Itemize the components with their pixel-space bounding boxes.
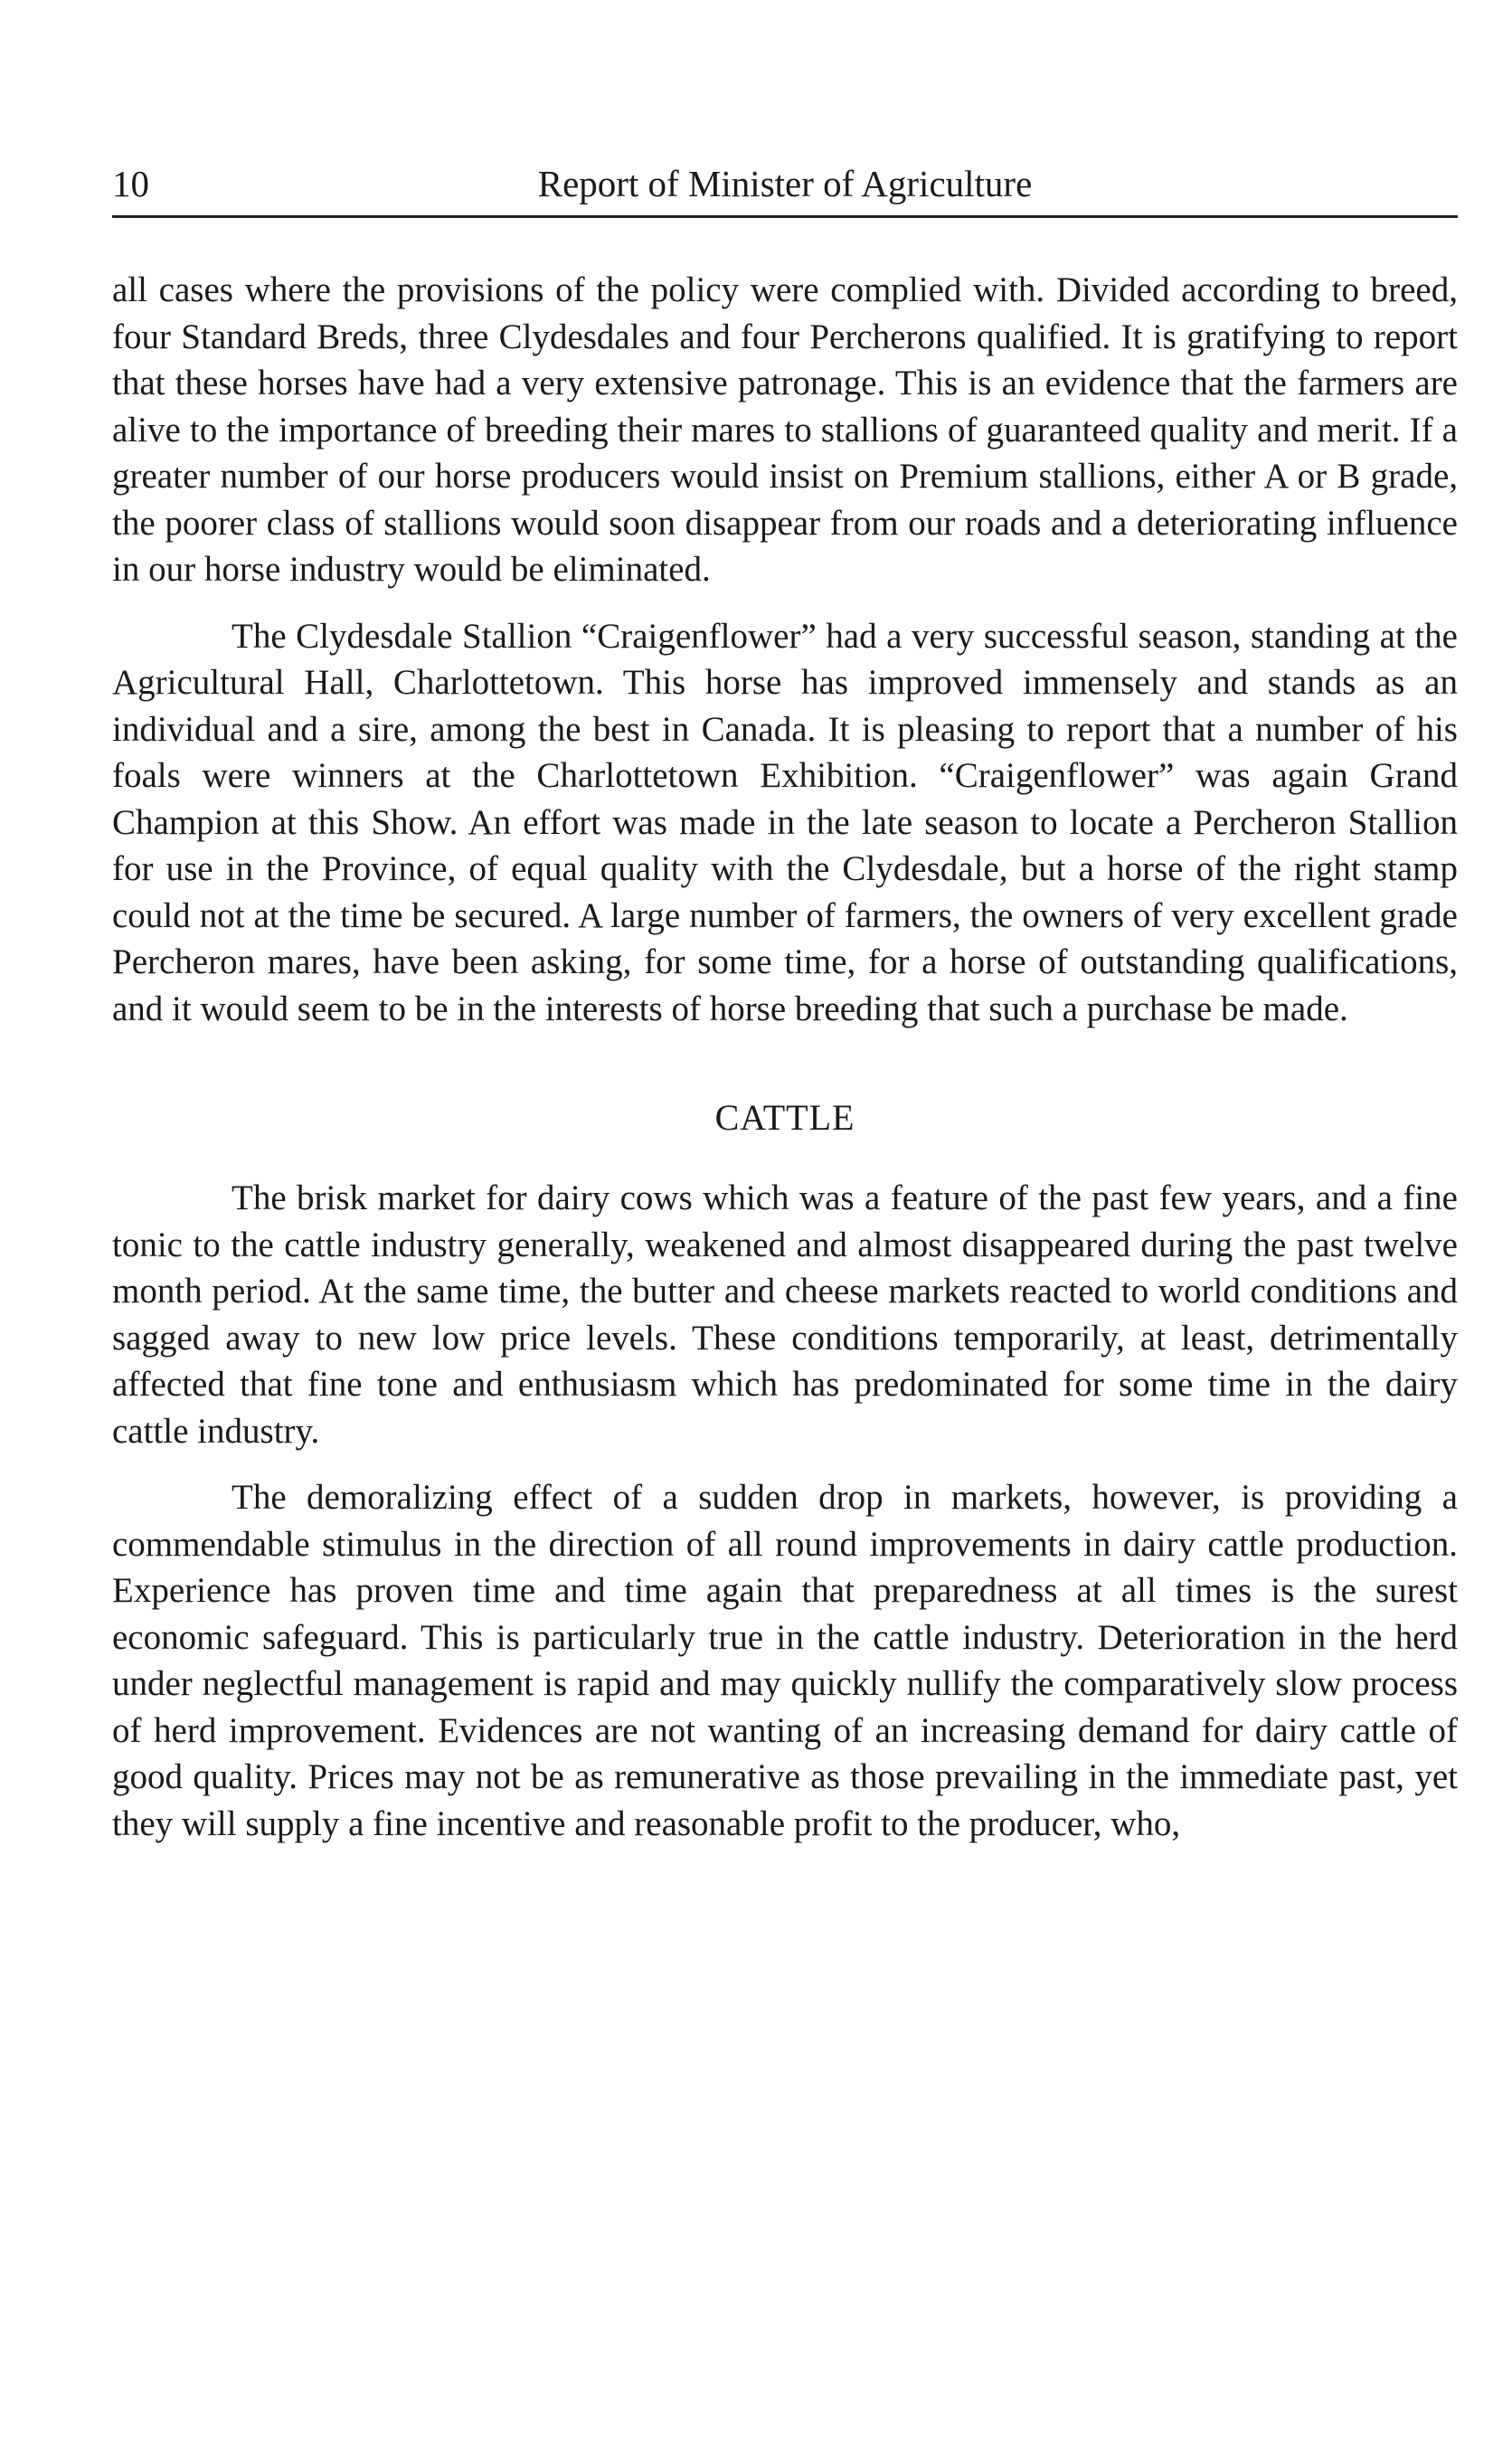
- paragraph-herd-improvement: The demoralizing effect of a sudden drop in markets, however, is providing a commendable stimulus in the direction of all round improvements in dairy cattle production. Experience has proven time and time again that preparedness at all times is the surest economic safeguard. This is particularly true in the cattle industry. Deterioration in the herd under neglectful management is rapid and may quickly nullify the comparatively slow process of herd improvement. Evidences are not wanting of an increasing demand for dairy cattle of good quality. Prices may not be as remunerative as those prevailing in the immediate past, yet they will supply a fine incentive and reasonable profit to the producer, who,: [112, 1478, 1458, 1843]
- section-heading-cattle: CATTLE: [714, 1097, 855, 1138]
- page-number: 10: [112, 163, 149, 204]
- body-text: [112, 267, 1458, 1847]
- document-page: [112, 161, 1458, 1847]
- running-header: [112, 161, 1458, 218]
- paragraph-craigenflower: The Clydesdale Stallion “Craigenflower” had a very successful season, standing at the Agricultural Hall, Charlottetown. This horse has improved immensely and stands as an individual and a sire, among the best in Canada. It is pleasing to report that a number of his foals were winners at the Charlottetown Exhibition. “Craigenflower” was again Grand Champion at this Show. An effort was made in the late season to locate a Percheron Stallion for use in the Province, of equal quality with the Clydesdale, but a horse of the right stamp could not at the time be secured. A large number of farmers, the owners of very excellent grade Percheron mares, have been asking, for some time, for a horse of outstanding qualifications, and it would seem to be in the interests of horse breeding that such a purchase be made.: [112, 616, 1458, 1028]
- header-title: Report of Minister of Agriculture: [537, 163, 1033, 204]
- paragraph-dairy-market: The brisk market for dairy cows which was a feature of the past few years, and a fine tonic to the cattle industry generally, weakened and almost disappeared during the past twelve month period. At the same time, the butter and cheese markets reacted to world conditions and sagged away to new low price levels. These conditions temporarily, at least, detrimentally affected that fine tone and enthusiasm which has predominated for some time in the dairy cattle industry.: [112, 1178, 1458, 1451]
- paragraph-horse-policy: all cases where the provisions of the policy were complied with. Divided according to breed, four Standard Breds, three Clydesdales and four Percherons qualified. It is gratifying to report that these horses have had a very extensive patronage. This is an evidence that the farmers are alive to the importance of breeding their mares to stallions of guaranteed quality and merit. If a greater number of our horse producers would insist on Premium stallions, either A or B grade, the poorer class of stallions would soon disappear from our roads and a deteriorating influence in our horse industry would be eliminated.: [112, 270, 1458, 589]
